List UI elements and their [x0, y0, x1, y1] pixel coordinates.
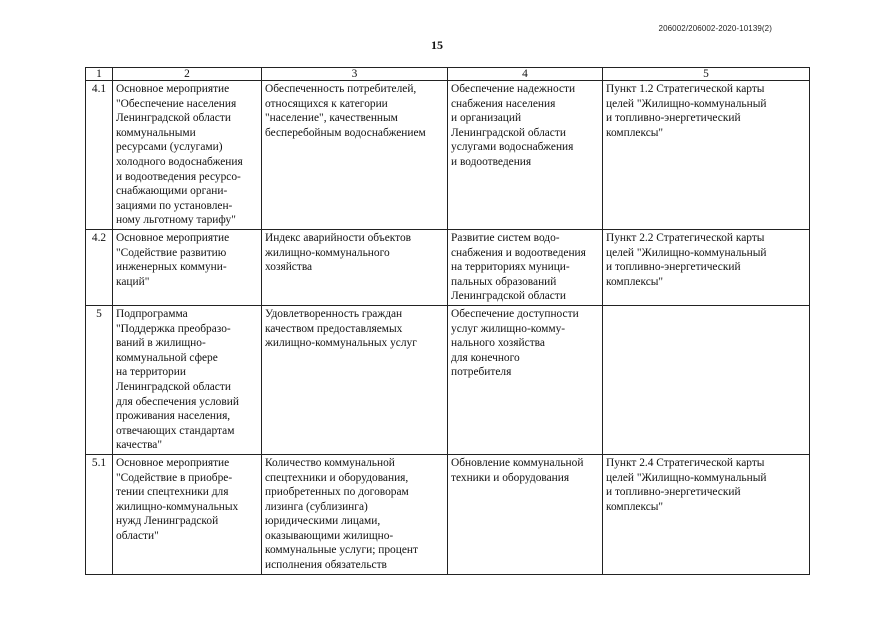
column-header: 1 [86, 68, 113, 81]
measure-cell: Основное мероприятие "Содействие в приобре- тении спецтехники для жилищно-коммунальных нужд Ленинградской области" [113, 454, 262, 574]
table-row [86, 454, 810, 574]
indicator-cell: Удовлетворенность граждан качеством предоставляемых жилищно-коммунальных услуг [262, 305, 448, 454]
strategy-link-cell: Пункт 2.4 Стратегической карты целей "Жилищно-коммунальный и топливно-энергетический комплексы" [603, 454, 810, 574]
table-row [86, 230, 810, 306]
result-cell: Обеспечение доступности услуг жилищно-комму- нального хозяйства для конечного потребителя [448, 305, 603, 454]
strategy-link-cell: Пункт 1.2 Стратегической карты целей "Жилищно-коммунальный и топливно-энергетический комплексы" [603, 81, 810, 230]
indicator-cell: Обеспеченность потребителей, относящихся к категории "население", качественным бесперебойным водоснабжением [262, 81, 448, 230]
result-cell: Обновление коммунальной техники и оборудования [448, 454, 603, 574]
row-number: 4.1 [86, 81, 113, 230]
row-number: 5.1 [86, 454, 113, 574]
row-number: 4.2 [86, 230, 113, 306]
table-header-row [86, 68, 810, 81]
strategy-link-cell [603, 305, 810, 454]
measure-cell: Основное мероприятие "Содействие развитию инженерных коммуни- каций" [113, 230, 262, 306]
measure-cell: Основное мероприятие "Обеспечение населения Ленинградской области коммунальными ресурсами (услугами) холодного водоснабжения и водоотведения ресурсо- снабжающими органи- зациями по установлен- ному льготному тарифу" [113, 81, 262, 230]
indicator-cell: Индекс аварийности объектов жилищно-коммунального хозяйства [262, 230, 448, 306]
column-header: 4 [448, 68, 603, 81]
indicator-cell: Количество коммунальной спецтехники и оборудования, приобретенных по договорам лизинга (сублизинга) юридическими лицами, оказывающими жилищно- коммунальные услуги; процент исполнения обязательств [262, 454, 448, 574]
strategy-link-cell: Пункт 2.2 Стратегической карты целей "Жилищно-коммунальный и топливно-энергетический комплексы" [603, 230, 810, 306]
page-number: 15 [431, 38, 443, 52]
column-header: 2 [113, 68, 262, 81]
result-cell: Обеспечение надежности снабжения населения и организаций Ленинградской области услугами водоснабжения и водоотведения [448, 81, 603, 230]
program-table [85, 67, 810, 575]
measure-cell: Подпрограмма "Поддержка преобразо- ваний в жилищно- коммунальной сфере на территории Ленинградской области для обеспечения условий проживания населения, отвечающих стандартам качества" [113, 305, 262, 454]
table-row [86, 305, 810, 454]
column-header: 5 [603, 68, 810, 81]
table-row [86, 81, 810, 230]
column-header: 3 [262, 68, 448, 81]
result-cell: Развитие систем водо- снабжения и водоотведения на территориях муници- пальных образований Ленинградской области [448, 230, 603, 306]
row-number: 5 [86, 305, 113, 454]
document-id: 206002/206002-2020-10139(2) [658, 24, 772, 33]
